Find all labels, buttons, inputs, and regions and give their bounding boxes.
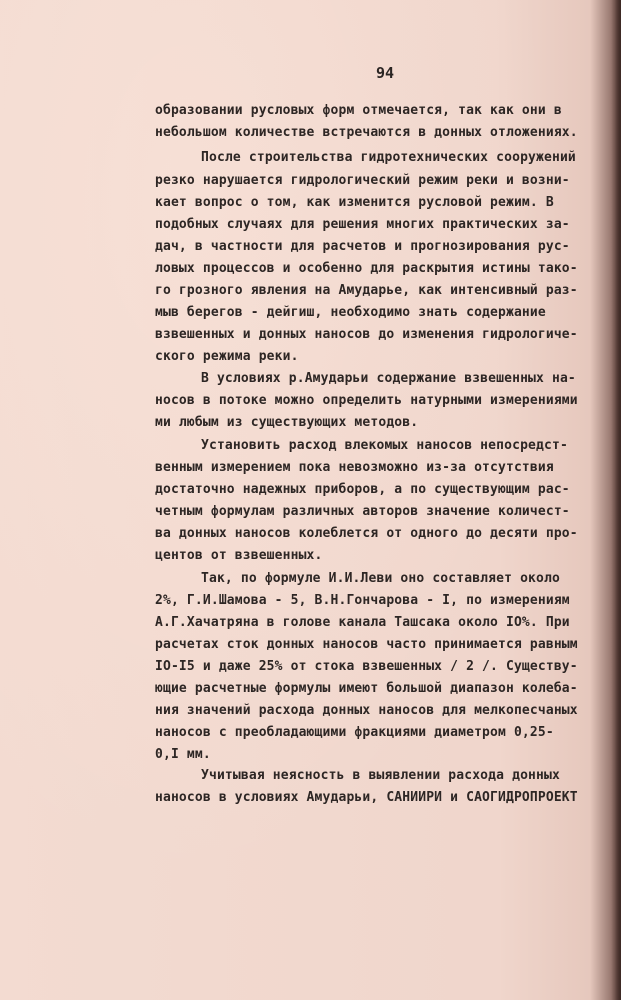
text-line: кает вопрос о том, как изменится русловой режим. В — [155, 195, 554, 210]
text-line: подобных случаях для решения многих практических за- — [155, 217, 570, 232]
text-line: 0,I мм. — [155, 747, 211, 762]
text-line: наносов в условиях Амударьи, САНИИРИ и САОГИДРОПРОЕКТ — [155, 790, 578, 805]
text-line: В условиях р.Амударьи содержание взвешенных на- — [201, 371, 576, 386]
text-line: мыв берегов - дейгиш, необходимо знать содержание — [155, 305, 546, 320]
text-line: IO-I5 и даже 25% от стока взвешенных / 2 /. Существу- — [155, 659, 578, 674]
text-line: Так, по формуле И.И.Леви оно составляет около — [201, 571, 560, 586]
text-line: достаточно надежных приборов, а по существующим рас- — [155, 482, 570, 497]
text-line: ющие расчетные формулы имеют большой диапазон колеба- — [155, 681, 578, 696]
text-line: небольшом количестве встречаются в донных отложениях. — [155, 125, 578, 140]
text-line: Учитывая неясность в выявлении расхода донных — [201, 768, 560, 783]
page-number: 94 — [376, 64, 395, 82]
text-line: резко нарушается гидрологический режим реки и возни- — [155, 173, 570, 188]
text-line: ми любым из существующих методов. — [155, 415, 419, 430]
text-line: дач, в частности для расчетов и прогнозирования рус- — [155, 239, 570, 254]
text-line: расчетах сток донных наносов часто принимается равным — [155, 637, 578, 652]
text-line: центов от взвешенных. — [155, 548, 323, 563]
text-line: наносов с преобладающими фракциями диаметром 0,25- — [155, 725, 554, 740]
text-line: После строительства гидротехнических сооружений — [201, 150, 576, 165]
text-line: четным формулам различных авторов значение количест- — [155, 504, 570, 519]
text-line: А.Г.Хачатряна в голове канала Ташсака около IO%. При — [155, 615, 570, 630]
text-line: ского режима реки. — [155, 349, 299, 364]
text-line: венным измерением пока невозможно из-за отсутствия — [155, 460, 554, 475]
text-line: ния значений расхода донных наносов для мелкопесчаных — [155, 703, 578, 718]
text-line: Установить расход влекомых наносов непосредст- — [201, 438, 568, 453]
text-line: образовании русловых форм отмечается, так как они в — [155, 103, 562, 118]
text-line: ловых процессов и особенно для раскрытия истины тако- — [155, 261, 578, 276]
text-line: го грозного явления на Амударье, как интенсивный раз- — [155, 283, 578, 298]
text-line: взвешенных и донных наносов до изменения гидрологиче- — [155, 327, 578, 342]
page-edge-shadow — [611, 0, 621, 1000]
text-line: ва донных наносов колеблется от одного до десяти про- — [155, 526, 578, 541]
text-line: 2%, Г.И.Шамова - 5, В.Н.Гончарова - I, по измерениям — [155, 593, 570, 608]
text-line: носов в потоке можно определить натурными измерениями — [155, 393, 578, 408]
